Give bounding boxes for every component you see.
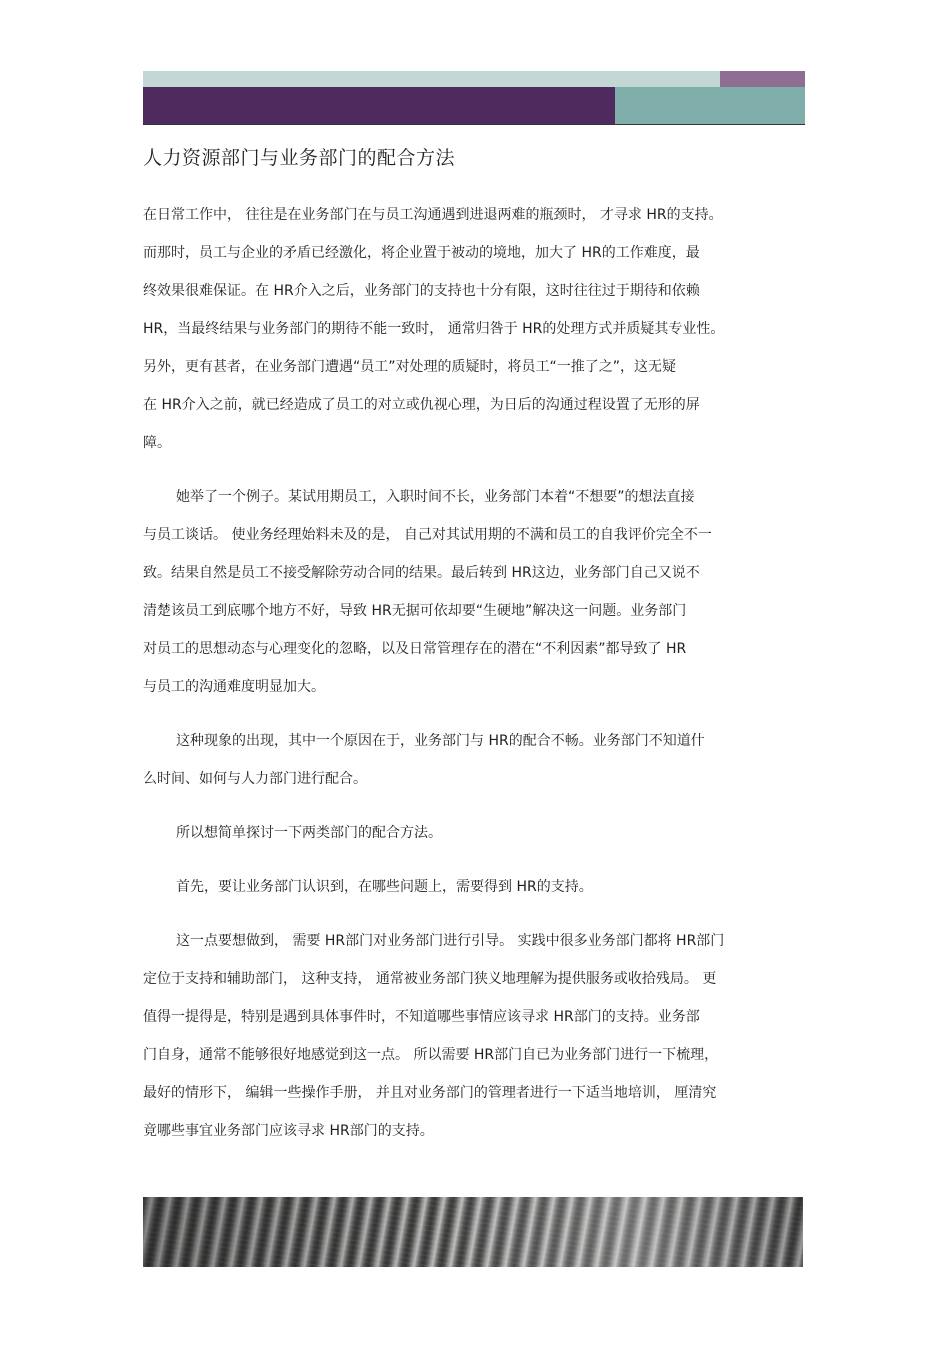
paragraph-line: 终效果很难保证。在 HR介入之后，业务部门的支持也十分有限，这时往往过于期待和依赖 (143, 283, 700, 299)
paragraph-6 (143, 931, 805, 1159)
band-teal-block (615, 87, 805, 124)
paragraph-line: HR，当最终结果与业务部门的期待不能一致时， 通常归咎于 HR的处理方式并质疑其专业性。 (143, 321, 725, 337)
paragraph-line: 竟哪些事宜业务部门应该寻求 HR部门的支持。 (143, 1123, 434, 1139)
paragraph-line: 最好的情形下， 编辑一些操作手册， 并且对业务部门的管理者进行一下适当地培训， 厘清究 (143, 1085, 717, 1101)
paragraph-line: 这一点要想做到， 需要 HR部门对业务部门进行引导。 实践中很多业务部门都将 HR部门 (176, 933, 725, 949)
paragraph-line: 她举了一个例子。某试用期员工，入职时间不长，业务部门本着“不想要”的想法直接 (176, 489, 695, 505)
paragraph-line: 与员工谈话。 使业务经理始料未及的是， 自己对其试用期的不满和员工的自我评价完全不一 (143, 527, 712, 543)
paragraph-1 (143, 205, 805, 471)
paragraph-2 (143, 487, 805, 715)
band-light-teal-strip (143, 71, 720, 87)
paragraph-line: 这种现象的出现，其中一个原因在于，业务部门与 HR的配合不畅。业务部门不知道什 (176, 733, 705, 749)
header-color-band (143, 71, 805, 126)
document-body (143, 205, 805, 1159)
paragraph-line: 而那时，员工与企业的矛盾已经激化，将企业置于被动的境地，加大了 HR的工作难度，最 (143, 245, 700, 261)
paragraph-5 (143, 877, 805, 915)
paragraph-line: 值得一提得是，特别是遇到具体事件时，不知道哪些事情应该寻求 HR部门的支持。业务部 (143, 1009, 700, 1025)
band-purple-small-block (720, 71, 805, 87)
paragraph-line: 所以想简单探讨一下两类部门的配合方法。 (176, 825, 442, 841)
paragraph-4 (143, 823, 805, 861)
paragraph-line: 么时间、如何与人力部门进行配合。 (143, 771, 367, 787)
paragraph-line: 门自身，通常不能够很好地感觉到这一点。 所以需要 HR部门自已为业务部门进行一下梳理， (143, 1047, 719, 1063)
header-rule (143, 124, 805, 125)
paragraph-line: 另外，更有甚者，在业务部门遭遇“员工”对处理的质疑时，将员工“一推了之”，这无疑 (143, 359, 677, 375)
paragraph-line: 定位于支持和辅助部门， 这种支持， 通常被业务部门狭义地理解为提供服务或收拾残局。 更 (143, 971, 717, 987)
paragraph-line: 致。结果自然是员工不接受解除劳动合同的结果。最后转到 HR这边，业务部门自己又说不 (143, 565, 700, 581)
paragraph-line: 障。 (143, 435, 171, 451)
paragraph-3 (143, 731, 805, 807)
band-purple-main-block (143, 87, 615, 124)
paragraph-line: 在日常工作中， 往往是在业务部门在与员工沟通遇到进退两难的瓶颈时， 才寻求 HR的支持。 (143, 207, 723, 223)
paragraph-line: 在 HR介入之前，就已经造成了员工的对立或仇视心理，为日后的沟通过程设置了无形的屏 (143, 397, 700, 413)
document-title: 人力资源部门与业务部门的配合方法 (143, 147, 456, 169)
boardwalk-photo (143, 1197, 803, 1267)
paragraph-line: 对员工的思想动态与心理变化的忽略，以及日常管理存在的潜在“不利因素”都导致了 HR (143, 641, 687, 657)
paragraph-line: 首先，要让业务部门认识到，在哪些问题上，需要得到 HR的支持。 (176, 879, 593, 895)
paragraph-line: 与员工的沟通难度明显加大。 (143, 679, 325, 695)
paragraph-line: 清楚该员工到底哪个地方不好，导致 HR无据可依却要“生硬地”解决这一问题。业务部门 (143, 603, 687, 619)
